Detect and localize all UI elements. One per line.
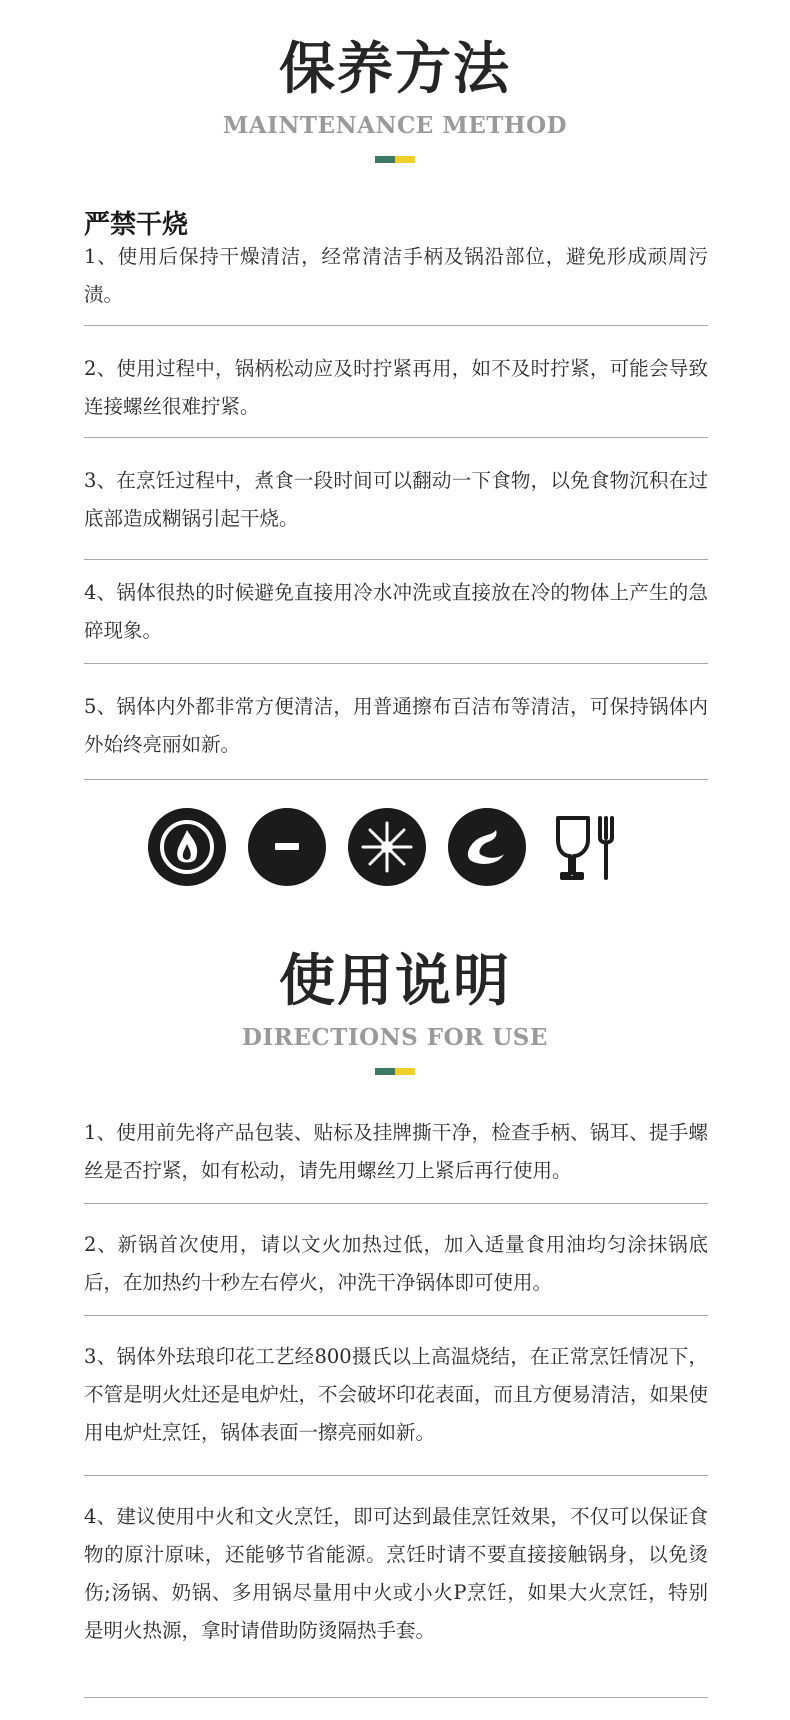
heat-source-icons — [148, 808, 626, 886]
title-underline — [375, 1068, 415, 1075]
item-text: 5、锅体内外都非常方便清洁，用普通擦布百洁布等清洁，可保持锅体内外始终亮丽如新。 — [84, 695, 708, 756]
item-text: 1、使用后保持干燥清洁，经常清洁手柄及锅沿部位，避免形成顽周污渍。 — [84, 245, 708, 306]
section-subtitle: MAINTENANCE METHOD — [222, 112, 568, 139]
food-safe-glass-fork-icon — [548, 808, 626, 886]
list-item — [84, 1114, 708, 1204]
halogen-icon — [448, 808, 526, 886]
item-text: 2、使用过程中，锅柄松动应及时拧紧再用，如不及时拧紧，可能会导致连接螺丝很难拧紧。 — [84, 357, 708, 418]
list-item — [84, 238, 708, 326]
item-text: 4、建议使用中火和文火烹饪，即可达到最佳烹饪效果，不仅可以保证食物的原汁原味，还能够节省能源。烹饪时请不要直接接触锅身，以免烫伤;汤锅、奶锅、多用锅尽量用中火或小火P烹饪，如果大火烹饪，特别是明火热源，拿时请借助防烫隔热手套。 — [84, 1505, 708, 1642]
electric-hob-icon — [248, 808, 326, 886]
list-item — [84, 664, 708, 780]
induction-icon — [348, 808, 426, 886]
section-title: 使用说明 — [279, 949, 511, 1014]
maintenance-header — [0, 38, 790, 163]
list-item — [84, 1204, 708, 1316]
item-text: 1、使用前先将产品包装、贴标及挂牌撕干净，检查手柄、锅耳、提手螺丝是否拧紧，如有松动，请先用螺丝刀上紧后再行使用。 — [84, 1121, 708, 1182]
list-item — [84, 326, 708, 438]
list-item — [84, 1476, 708, 1698]
item-text: 3、在烹饪过程中，煮食一段时间可以翻动一下食物，以免食物沉积在过底部造成糊锅引起干烧。 — [84, 469, 708, 530]
section-title: 保养方法 — [279, 37, 511, 102]
directions-header — [0, 950, 790, 1075]
underline-green — [375, 156, 395, 163]
gas-flame-icon — [148, 808, 226, 886]
maintenance-list — [84, 238, 708, 780]
list-item — [84, 1316, 708, 1476]
subheading: 严禁干烧 — [84, 210, 189, 240]
underline-yellow — [395, 156, 415, 163]
section-subtitle: DIRECTIONS FOR USE — [242, 1024, 548, 1051]
list-item — [84, 438, 708, 560]
directions-list — [84, 1114, 708, 1698]
item-text: 2、新锅首次使用，请以文火加热过低，加入适量食用油均匀涂抹锅底后，在加热约十秒左右停火，冲洗干净锅体即可使用。 — [84, 1233, 708, 1294]
item-text: 3、锅体外珐琅印花工艺经800摄氏以上高温烧结，在正常烹饪情况下，不管是明火灶还是电炉灶，不会破坏印花表面，而且方便易清洁，如果使用电炉灶烹饪，锅体表面一擦亮丽如新。 — [84, 1345, 709, 1444]
underline-yellow — [395, 1068, 415, 1075]
list-item — [84, 560, 708, 664]
underline-green — [375, 1068, 395, 1075]
item-text: 4、锅体很热的时候避免直接用冷水冲洗或直接放在冷的物体上产生的急碎现象。 — [84, 581, 708, 642]
title-underline — [375, 156, 415, 163]
